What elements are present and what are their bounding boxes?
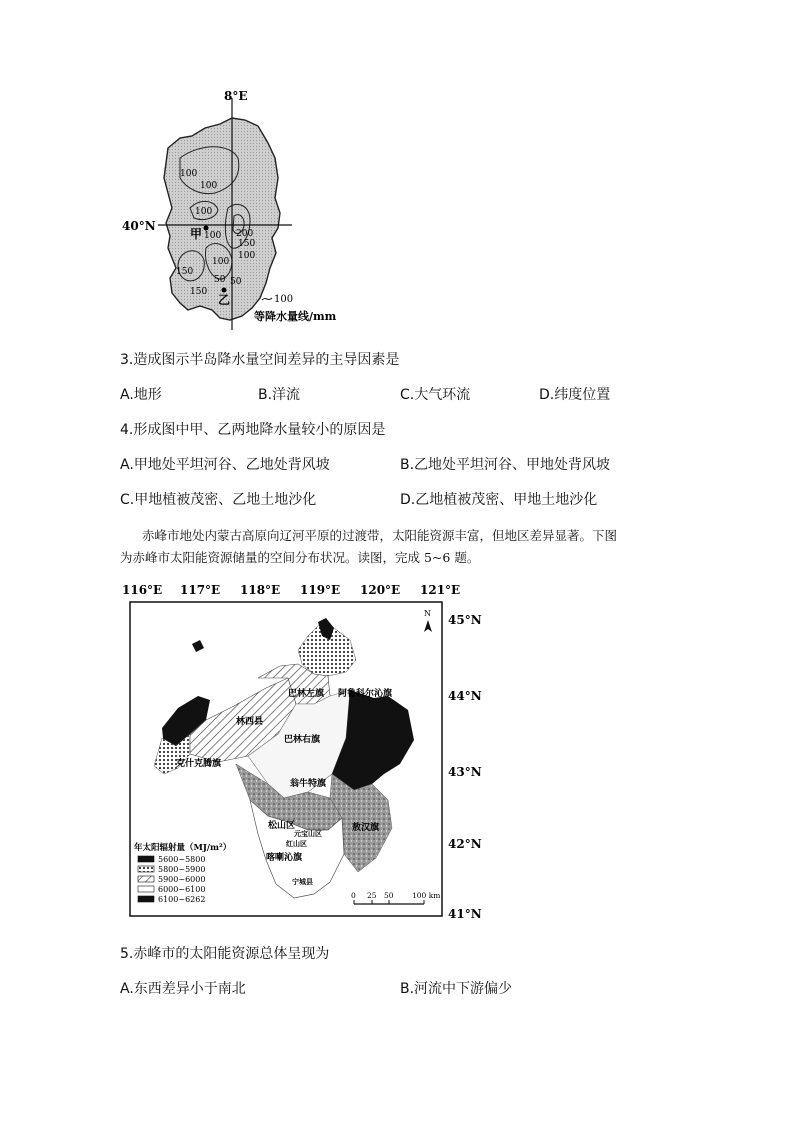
chifeng-solar-map bbox=[118, 578, 502, 923]
svg-text:N: N bbox=[424, 609, 431, 618]
lon-label: 117°E bbox=[180, 583, 221, 597]
lat-label: 43°N bbox=[448, 765, 482, 779]
q4-option-c[interactable]: C.甲地植被茂密、乙地土地沙化 bbox=[120, 492, 317, 508]
isoline-label: 100 bbox=[238, 251, 256, 261]
point-yi-marker bbox=[222, 288, 227, 293]
meridian-label: 8°E bbox=[224, 89, 248, 103]
isoline-label: 50 bbox=[214, 275, 226, 285]
peninsula-precipitation-map bbox=[120, 88, 380, 338]
region-label: 阿鲁科尔沁旗 bbox=[338, 689, 393, 699]
point-jia-label: 甲 bbox=[190, 227, 203, 241]
lon-label: 120°E bbox=[360, 583, 401, 597]
isoline-label: 100 bbox=[180, 169, 198, 179]
legend-item: 5600~5800 bbox=[158, 855, 206, 864]
lat-label: 41°N bbox=[448, 907, 482, 921]
lat-label: 45°N bbox=[448, 613, 482, 627]
q5-option-b[interactable]: B.河流中下游偏少 bbox=[400, 981, 513, 997]
legend-item: 6100~6262 bbox=[158, 895, 206, 904]
intro-line-1: 赤峰市地处内蒙古高原向辽河平原的过渡带，太阳能资源丰富，但地区差异显著。下图 bbox=[142, 528, 618, 543]
region-label: 敖汉旗 bbox=[352, 823, 380, 833]
isoline-label: 100 bbox=[212, 257, 230, 267]
region-label: 巴林左旗 bbox=[288, 689, 325, 699]
region-label: 红山区 bbox=[286, 839, 307, 848]
region-label: 松山区 bbox=[268, 821, 296, 831]
isoline-label: 100 bbox=[195, 207, 213, 217]
scale-label: 100 km bbox=[412, 891, 441, 900]
isoline-label: 100 bbox=[204, 231, 222, 241]
q4-option-d[interactable]: D.乙地植被茂密、甲地土地沙化 bbox=[400, 492, 598, 508]
q4-option-b[interactable]: B.乙地处平坦河谷、甲地处背风坡 bbox=[400, 457, 611, 473]
scale-label: 50 bbox=[384, 891, 394, 900]
isoline-label: 50 bbox=[230, 277, 242, 287]
region-label: 巴林右旗 bbox=[284, 735, 321, 745]
intro-line-2: 为赤峰市太阳能资源储量的空间分布状况。读图，完成 5~6 题。 bbox=[120, 550, 480, 565]
region-label: 宁城县 bbox=[292, 877, 313, 886]
point-yi-label: 乙 bbox=[218, 293, 231, 307]
isoline-label: 200 bbox=[236, 229, 254, 239]
lon-label: 119°E bbox=[300, 583, 341, 597]
region-label: 元宝山区 bbox=[294, 829, 322, 838]
isoline-label: 150 bbox=[190, 287, 208, 297]
point-jia-marker bbox=[204, 226, 209, 231]
q3-option-b[interactable]: B.洋流 bbox=[258, 387, 301, 403]
lat-label: 42°N bbox=[448, 837, 482, 851]
isoline-label: 150 bbox=[238, 239, 256, 249]
region-label: 翁牛特旗 bbox=[290, 779, 327, 789]
scale-label: 25 bbox=[367, 891, 377, 900]
lon-label: 118°E bbox=[240, 583, 281, 597]
q3-option-c[interactable]: C.大气环流 bbox=[400, 387, 471, 403]
lon-label: 116°E bbox=[122, 583, 163, 597]
region-label: 克什克腾旗 bbox=[176, 759, 222, 769]
parallel-label: 40°N bbox=[122, 219, 156, 233]
legend-item: 5800~5900 bbox=[158, 865, 206, 874]
region-label: 林西县 bbox=[236, 717, 264, 727]
q3-option-d[interactable]: D.纬度位置 bbox=[539, 387, 611, 403]
scale-label: 0 bbox=[351, 891, 356, 900]
question-4-stem: 4.形成图中甲、乙两地降水量较小的原因是 bbox=[120, 422, 386, 438]
question-3-stem: 3.造成图示半岛降水量空间差异的主导因素是 bbox=[120, 352, 400, 368]
question-5-stem: 5.赤峰市的太阳能资源总体呈现为 bbox=[120, 946, 330, 962]
lon-label: 121°E bbox=[420, 583, 461, 597]
lat-label: 44°N bbox=[448, 689, 482, 703]
region-label: 喀喇沁旗 bbox=[266, 853, 303, 863]
legend-isoline-sample bbox=[262, 298, 272, 300]
legend-isoline-label: 等降水量线/mm bbox=[254, 310, 337, 323]
legend-isoline-value: 100 bbox=[274, 294, 294, 305]
legend-item: 5900~6000 bbox=[158, 875, 206, 884]
legend-title: 年太阳辐射量（MJ/m²） bbox=[134, 843, 232, 853]
q5-option-a[interactable]: A.东西差异小于南北 bbox=[120, 981, 246, 997]
isoline-label: 100 bbox=[200, 181, 218, 191]
isoline-label: 150 bbox=[176, 267, 194, 277]
legend-item: 6000~6100 bbox=[158, 885, 206, 894]
q4-option-a[interactable]: A.甲地处平坦河谷、乙地处背风坡 bbox=[120, 457, 330, 473]
q3-option-a[interactable]: A.地形 bbox=[120, 387, 162, 403]
